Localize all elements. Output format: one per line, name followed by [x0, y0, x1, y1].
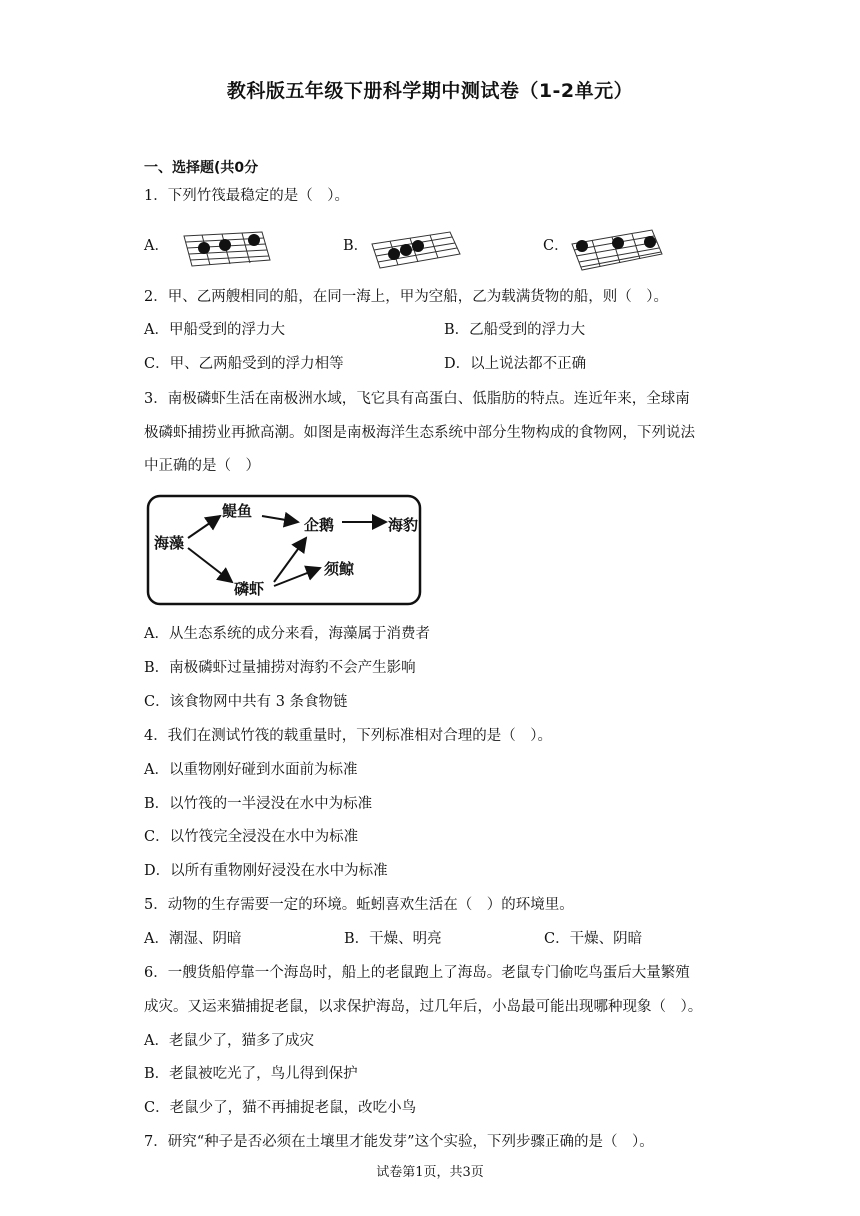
q5-option-c[interactable]: C．干燥、阴暗: [544, 931, 643, 947]
food-web-krill: 磷虾: [234, 580, 265, 598]
question-3-stem-line-3: 中正确的是（ ）: [144, 458, 260, 474]
q2-option-a[interactable]: A．甲船受到的浮力大: [144, 322, 285, 338]
question-4-stem: 4．我们在测试竹筏的载重量时，下列标准相对合理的是（ ）。: [144, 728, 552, 744]
food-web-whale: 须鲸: [324, 560, 355, 578]
q4-option-d[interactable]: D．以所有重物刚好浸没在水中为标准: [144, 863, 388, 879]
q3-option-a[interactable]: A．从生态系统的成分来看，海藻属于消费者: [144, 626, 430, 642]
q6-option-c[interactable]: C．老鼠少了，猫不再捕捉老鼠，改吃小鸟: [144, 1100, 417, 1116]
q4-option-a[interactable]: A．以重物刚好碰到水面前为标准: [144, 762, 358, 778]
question-3-stem-line-1: 3．南极磷虾生活在南极洲水域，飞它具有高蛋白、低脂肪的特点。连近年来，全球南: [144, 391, 690, 407]
q1-option-b-label[interactable]: B．: [343, 238, 369, 254]
question-1-stem: 1．下列竹筏最稳定的是（ ）。: [144, 188, 349, 204]
q2-option-b[interactable]: B．乙船受到的浮力大: [444, 322, 586, 338]
q6-option-b[interactable]: B．老鼠被吃光了，鸟儿得到保护: [144, 1066, 358, 1082]
food-web-seaweed: 海藻: [154, 534, 185, 552]
raft-a-image: [176, 226, 276, 272]
food-web-fish: 鳀鱼: [222, 502, 253, 520]
question-5-stem: 5．动物的生存需要一定的环境。蚯蚓喜欢生活在（ ）的环境里。: [144, 897, 574, 913]
food-web-penguin: 企鹅: [304, 516, 335, 534]
q1-option-a-label[interactable]: A．: [144, 238, 169, 254]
page-title: 教科版五年级下册科学期中测试卷（1-2单元）: [226, 80, 634, 102]
question-6-stem-line-1: 6．一艘货船停靠一个海岛时，船上的老鼠跑上了海岛。老鼠专门偷吃鸟蛋后大量繁殖: [144, 965, 690, 981]
q5-option-a[interactable]: A．潮湿、阴暗: [144, 931, 242, 947]
q3-option-c[interactable]: C．该食物网中共有 3 条食物链: [144, 694, 348, 710]
raft-c-image: [566, 224, 668, 274]
q4-option-c[interactable]: C．以竹筏完全浸没在水中为标准: [144, 829, 359, 845]
question-2-stem: 2．甲、乙两艘相同的船，在同一海上，甲为空船，乙为载满货物的船，则（ ）。: [144, 289, 668, 305]
raft-b-image: [366, 224, 466, 272]
page-footer: 试卷第1页，共3页: [376, 1165, 484, 1180]
q3-option-b[interactable]: B．南极磷虾过量捕捞对海豹不会产生影响: [144, 660, 416, 676]
q1-option-c-label[interactable]: C．: [543, 238, 569, 254]
food-web-seal: 海豹: [388, 516, 419, 534]
q2-option-c[interactable]: C．甲、乙两船受到的浮力相等: [144, 356, 344, 372]
q6-option-a[interactable]: A．老鼠少了，猫多了成灾: [144, 1033, 314, 1049]
section-heading: 一、选择题(共0分: [144, 160, 259, 176]
q2-option-d[interactable]: D．以上说法都不正确: [444, 356, 587, 372]
q5-option-b[interactable]: B．干燥、明亮: [344, 931, 442, 947]
question-3-stem-line-2: 极磷虾捕捞业再掀高潮。如图是南极海洋生态系统中部分生物构成的食物网，下列说法: [144, 425, 695, 441]
question-6-stem-line-2: 成灾。又运来猫捕捉老鼠，以求保护海岛，过几年后，小岛最可能出现哪种现象（ ）。: [144, 999, 703, 1015]
q4-option-b[interactable]: B．以竹筏的一半浸没在水中为标准: [144, 796, 373, 812]
food-web-frame: [148, 496, 420, 604]
food-web-diagram: [146, 494, 422, 606]
question-7-stem: 7．研究“种子是否必须在土壤里才能发芽”这个实验，下列步骤正确的是（ ）。: [144, 1134, 654, 1150]
